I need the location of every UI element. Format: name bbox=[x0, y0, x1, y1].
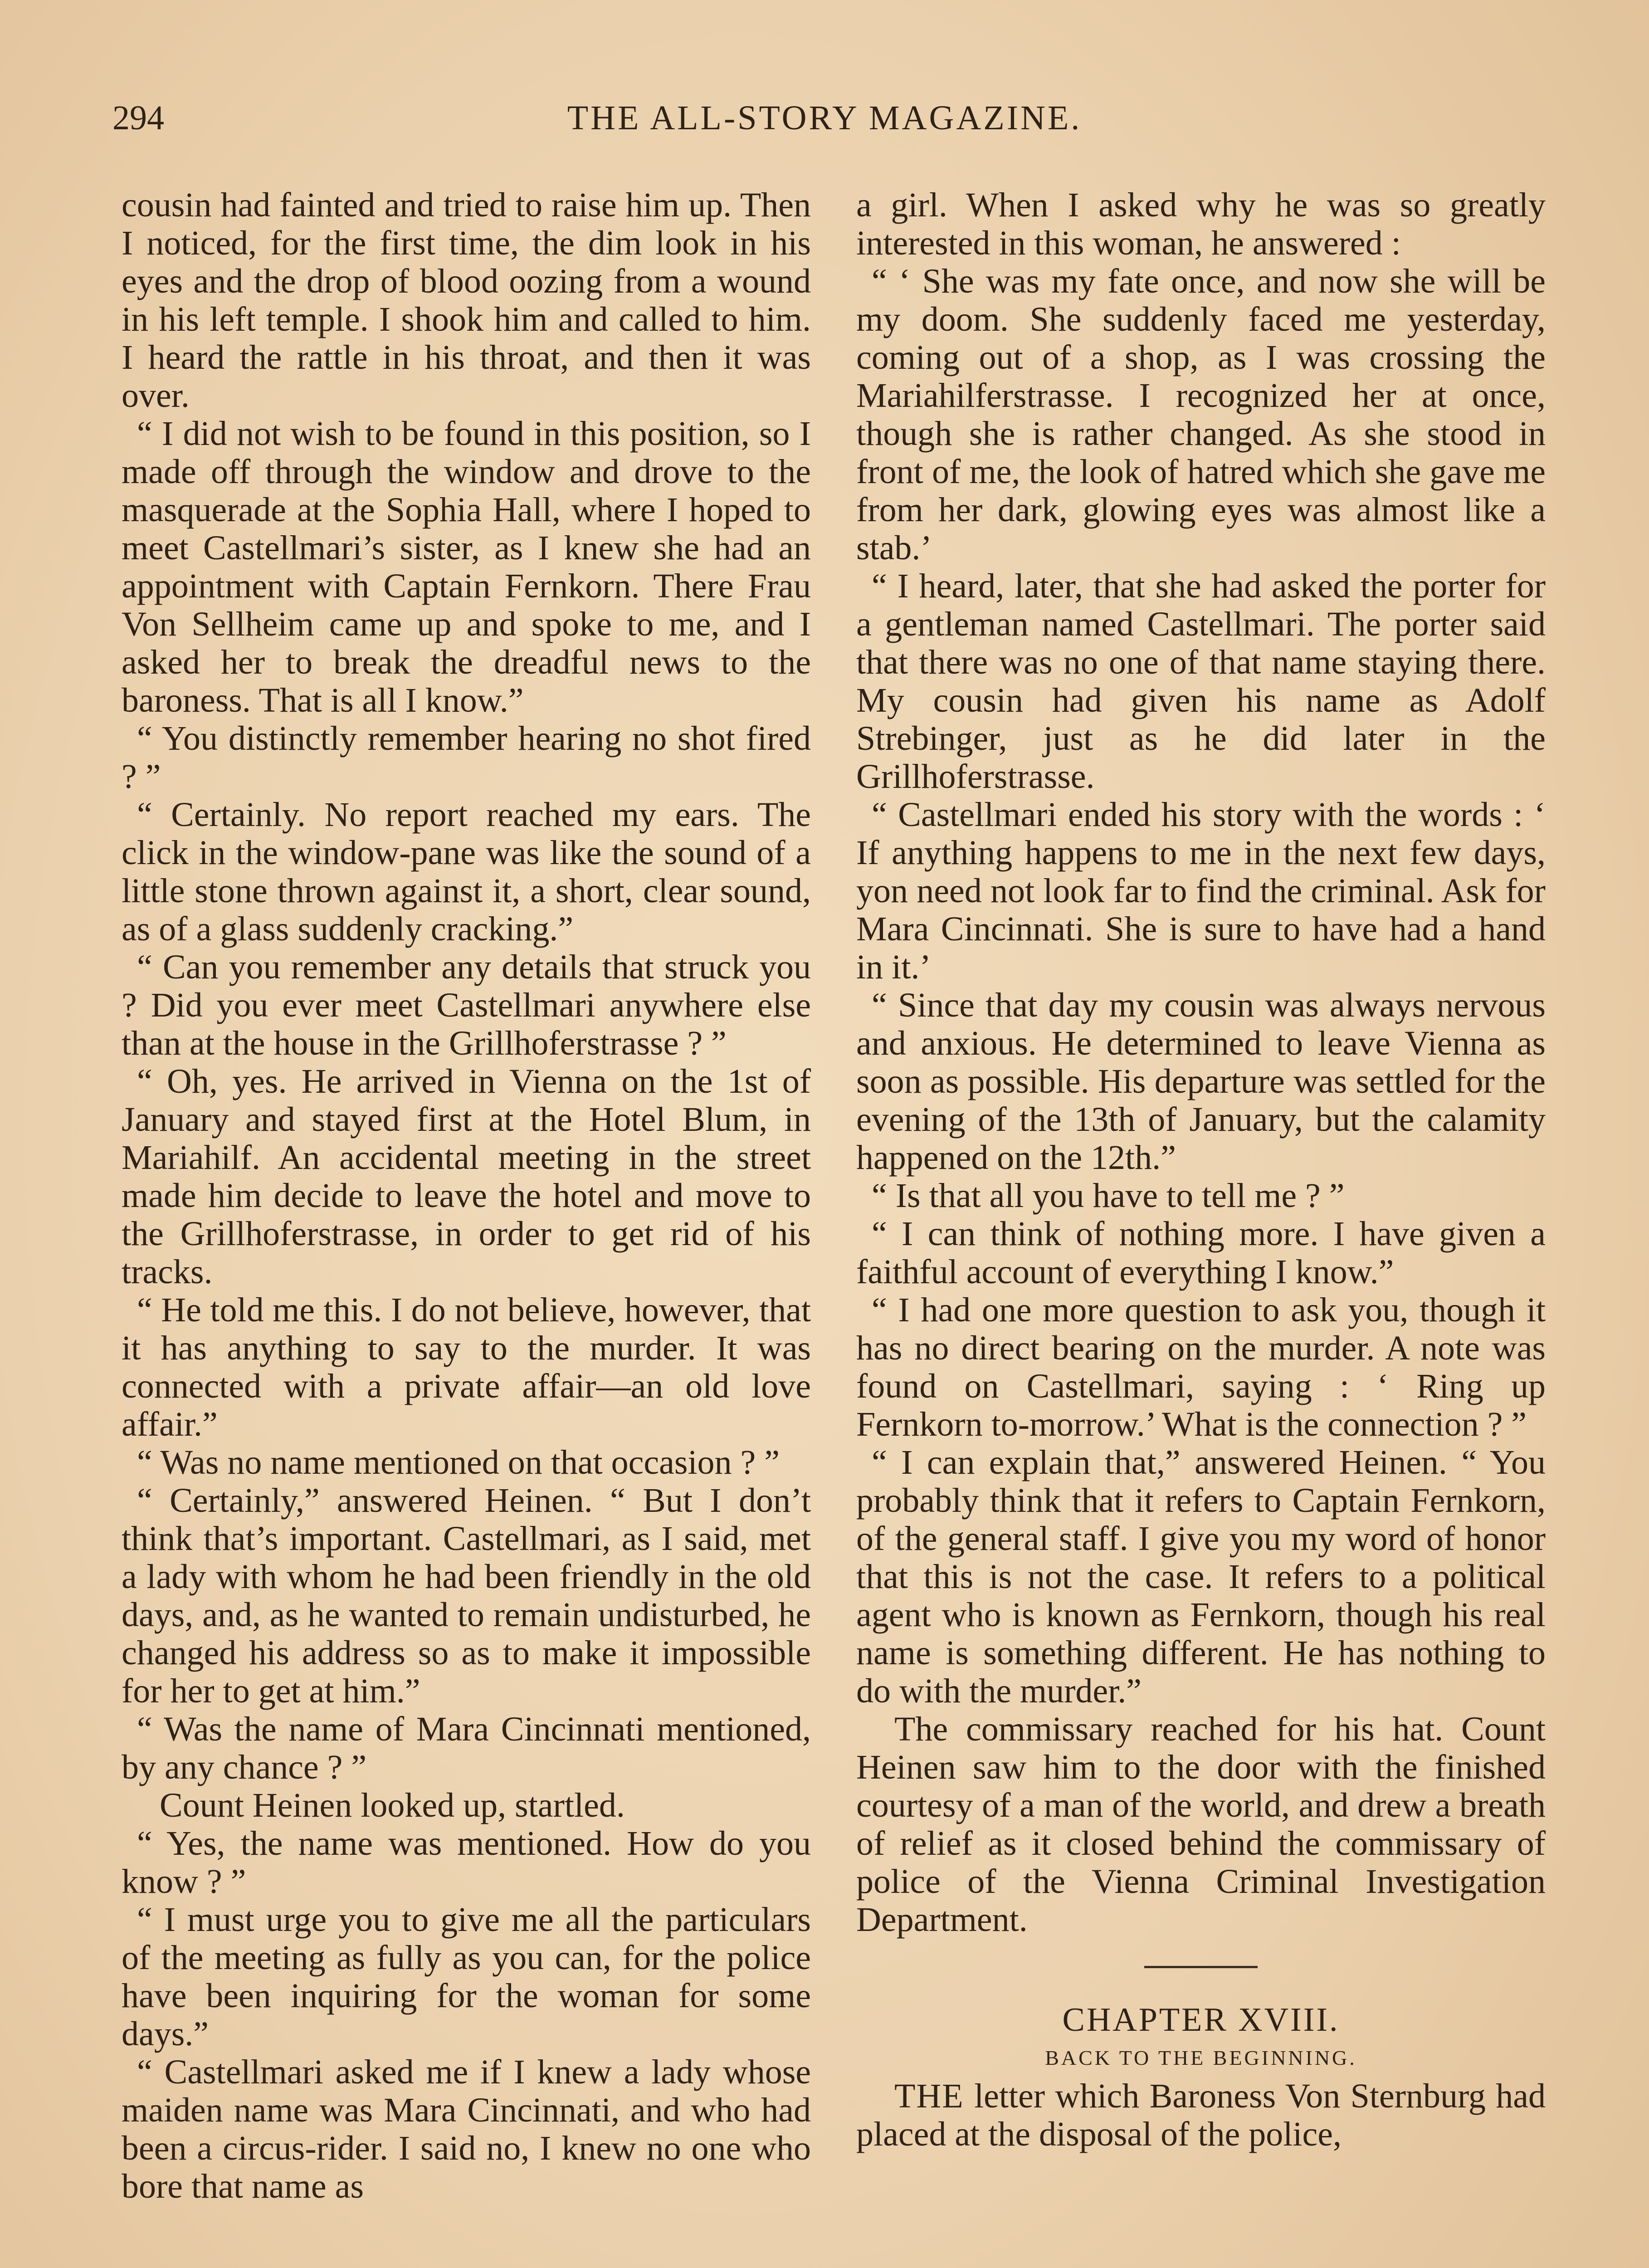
paragraph: “ I heard, later, that she had asked the porter for a gentleman named Castellmari. The porter said that there was no one of that name staying there. My cousin had given his name as Adolf Strebinger, just as he did later in the Grillhoferstrasse. bbox=[856, 567, 1546, 796]
chapter-subtitle: BACK TO THE BEGINNING. bbox=[1045, 2046, 1357, 2069]
running-head: THE ALL-STORY MAGAZINE. bbox=[567, 99, 1082, 137]
paragraph: The commissary reached for his hat. Count Heinen saw him to the door with the finished courtesy of a man of the world, and drew a breath of relief as it closed behind the commissary of police of the Vienna Criminal Investigation Department. bbox=[856, 1710, 1546, 1939]
section-divider bbox=[1144, 1966, 1258, 1968]
paragraph: a girl. When I asked why he was so greatly interested in this woman, he answered : bbox=[856, 186, 1546, 262]
paragraph: “ I had one more question to ask you, though it has no direct bearing on the murder. A note was found on Castellmari, saying : ‘ Ring up Fernkorn to-morrow.’ What is the connection ? ” bbox=[856, 1291, 1546, 1443]
paragraph: “ He told me this. I do not believe, however, that it has anything to say to the murder. It was connected with a private affair—an old love affair.” bbox=[122, 1291, 811, 1443]
chapter-title: CHAPTER XVIII. bbox=[1062, 2001, 1340, 2038]
paragraph: “ I can think of nothing more. I have given a faithful account of everything I know.” bbox=[856, 1215, 1546, 1291]
paragraph: Count Heinen looked up, startled. bbox=[160, 1786, 625, 1824]
paragraph: “ ‘ She was my fate once, and now she will be my doom. She suddenly faced me yesterday, coming out of a shop, as I was crossing the Mariahilferstrasse. I recognized her at once, though she is rather changed. As she stood in front of me, the look of hatred which she gave me from her dark, glowing eyes was almost like a stab.’ bbox=[856, 262, 1546, 567]
opening-word: THE bbox=[894, 2077, 964, 2115]
paragraph: “ You distinctly remember hearing no shot fired ? ” bbox=[122, 719, 811, 796]
chapter-opening-paragraph bbox=[856, 2077, 1546, 2153]
opening-text: letter which Baroness Von Sternburg had placed at the disposal of the police, bbox=[856, 2077, 1546, 2153]
paragraph: “ Is that all you have to tell me ? ” bbox=[872, 1177, 1345, 1215]
paragraph: “ Certainly,” answered Heinen. “ But I don’t think that’s important. Castellmari, as I said, met a lady with whom he had been friendly in the old days, and, as he wanted to remain undisturbed, he changed his address so as to make it impossible for her to get at him.” bbox=[122, 1481, 811, 1710]
page-number: 294 bbox=[112, 99, 164, 137]
paragraph: “ I did not wish to be found in this position, so I made off through the window and drove to the masquerade at the Sophia Hall, where I hoped to meet Castellmari’s sister, as I knew she had an appointment with Captain Fernkorn. There Frau Von Sellheim came up and spoke to me, and I asked her to break the dreadful news to the baroness. That is all I know.” bbox=[122, 415, 811, 719]
paragraph: “ Yes, the name was mentioned. How do you know ? ” bbox=[122, 1824, 811, 1901]
paragraph: “ Was no name mentioned on that occasion ? ” bbox=[137, 1443, 780, 1481]
left-column bbox=[122, 186, 811, 2205]
right-column bbox=[856, 186, 1546, 2153]
paragraph: “ I can explain that,” answered Heinen. “ You probably think that it refers to Captain Fernkorn, of the general staff. I give you my word of honor that this is not the case. It refers to a political agent who is known as Fernkorn, though his real name is something different. He has nothing to do with the murder.” bbox=[856, 1443, 1546, 1710]
paragraph: “ Since that day my cousin was always nervous and anxious. He determined to leave Vienna as soon as possible. His departure was settled for the evening of the 13th of January, but the calamity happened on the 12th.” bbox=[856, 986, 1546, 1177]
paragraph: “ Certainly. No report reached my ears. The click in the window-pane was like the sound of a little stone thrown against it, a short, clear sound, as of a glass suddenly cracking.” bbox=[122, 796, 811, 948]
paragraph: “ Castellmari asked me if I knew a lady whose maiden name was Mara Cincinnati, and who had been a circus-rider. I said no, I knew no one who bore that name as bbox=[122, 2053, 811, 2205]
paragraph: “ Was the name of Mara Cincinnati mentioned, by any chance ? ” bbox=[122, 1710, 811, 1786]
page-header bbox=[0, 91, 1649, 145]
paragraph: “ Oh, yes. He arrived in Vienna on the 1st of January and stayed first at the Hotel Blum, in Mariahilf. An accidental meeting in the street made him decide to leave the hotel and move to the Grillhoferstrasse, in order to get rid of his tracks. bbox=[122, 1062, 811, 1291]
paragraph: “ Can you remember any details that struck you ? Did you ever meet Castellmari anywhere else than at the house in the Grillhoferstrasse ? ” bbox=[122, 948, 811, 1062]
paragraph: “ I must urge you to give me all the particulars of the meeting as fully as you can, for the police have been inquiring for the woman for some days.” bbox=[122, 1901, 811, 2053]
paragraph: cousin had fainted and tried to raise him up. Then I noticed, for the first time, the dim look in his eyes and the drop of blood oozing from a wound in his left temple. I shook him and called to him. I heard the rattle in his throat, and then it was over. bbox=[122, 186, 811, 415]
paragraph: “ Castellmari ended his story with the words : ‘ If anything happens to me in the next few days, yon need not look far to find the criminal. Ask for Mara Cincinnati. She is sure to have had a hand in it.’ bbox=[856, 796, 1546, 986]
